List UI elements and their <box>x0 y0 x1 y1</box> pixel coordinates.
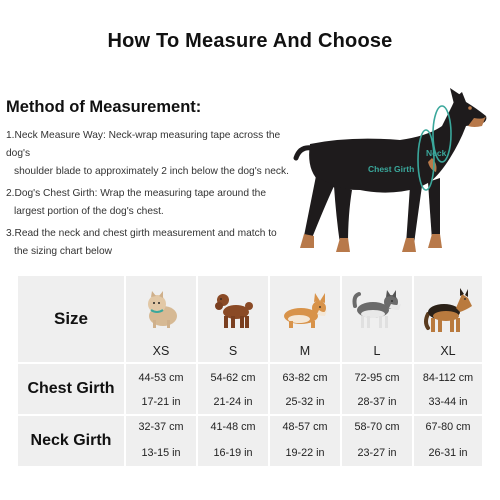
step-line: 1.Neck Measure Way: Neck-wrap measuring tape across the dog's <box>6 130 281 159</box>
chest-cm: 72-95 cm <box>354 372 400 384</box>
chest-cm: 84-112 cm <box>422 372 474 384</box>
chest-in: 17-21 in <box>141 396 181 408</box>
neck-in: 26-31 in <box>428 447 468 459</box>
size-code: S <box>228 344 238 358</box>
step-line: shoulder blade to approximately 2 inch below the dog's neck. <box>14 166 289 177</box>
chest-cell-xs <box>126 364 196 414</box>
chest-cell-l <box>342 364 412 414</box>
neck-cell-s <box>198 416 268 466</box>
neck-cm: 41-48 cm <box>210 421 256 433</box>
neck-girth-header: Neck Girth <box>18 416 124 466</box>
chest-girth-header: Chest Girth <box>18 364 124 414</box>
size-column-l <box>342 276 412 362</box>
neck-cell-m <box>270 416 340 466</box>
step-neck <box>6 127 306 181</box>
neck-cm: 58-70 cm <box>354 421 400 433</box>
size-header: Size <box>18 276 124 362</box>
size-code: XS <box>152 344 170 358</box>
size-code: L <box>373 344 381 358</box>
sizing-chart <box>18 276 482 466</box>
size-column-m <box>270 276 340 362</box>
neck-cm: 67-80 cm <box>425 421 471 433</box>
neck-label: Neck <box>426 148 447 158</box>
measurement-steps <box>6 127 306 265</box>
doberman-measurement-diagram <box>290 86 495 266</box>
neck-cm: 32-37 cm <box>138 421 184 433</box>
neck-cell-xs <box>126 416 196 466</box>
method-heading: Method of Measurement: <box>6 98 202 116</box>
step-line: largest portion of the dog's chest. <box>14 206 164 217</box>
step-match <box>6 225 306 261</box>
neck-cell-xl <box>414 416 482 466</box>
german-shepherd-icon <box>422 288 474 336</box>
chest-in: 33-44 in <box>428 396 468 408</box>
chest-cm: 63-82 cm <box>282 372 328 384</box>
chest-girth-label: Chest Girth <box>368 164 415 174</box>
page-title: How To Measure And Choose <box>107 30 393 52</box>
size-column-s <box>198 276 268 362</box>
step-line: the sizing chart below <box>14 246 112 257</box>
neck-cm: 48-57 cm <box>282 421 328 433</box>
corgi-icon <box>279 288 331 332</box>
chest-cm: 44-53 cm <box>138 372 184 384</box>
neck-in: 23-27 in <box>357 447 397 459</box>
chest-in: 25-32 in <box>285 396 325 408</box>
size-code: M <box>299 344 311 358</box>
chest-in: 28-37 in <box>357 396 397 408</box>
pomeranian-icon <box>139 288 183 332</box>
neck-cell-l <box>342 416 412 466</box>
chest-in: 21-24 in <box>213 396 253 408</box>
poodle-icon <box>211 288 255 332</box>
step-chest <box>6 185 306 221</box>
step-line: 2.Dog's Chest Girth: Wrap the measuring tape around the <box>6 188 266 199</box>
chest-cm: 54-62 cm <box>210 372 256 384</box>
chest-cell-xl <box>414 364 482 414</box>
size-column-xs <box>126 276 196 362</box>
neck-in: 13-15 in <box>141 447 181 459</box>
size-column-xl <box>414 276 482 362</box>
neck-in: 16-19 in <box>213 447 253 459</box>
step-line: 3.Read the neck and chest girth measurement and match to <box>6 228 277 239</box>
chest-cell-m <box>270 364 340 414</box>
size-code: XL <box>440 344 456 358</box>
husky-icon <box>351 288 403 332</box>
neck-in: 19-22 in <box>285 447 325 459</box>
chest-cell-s <box>198 364 268 414</box>
